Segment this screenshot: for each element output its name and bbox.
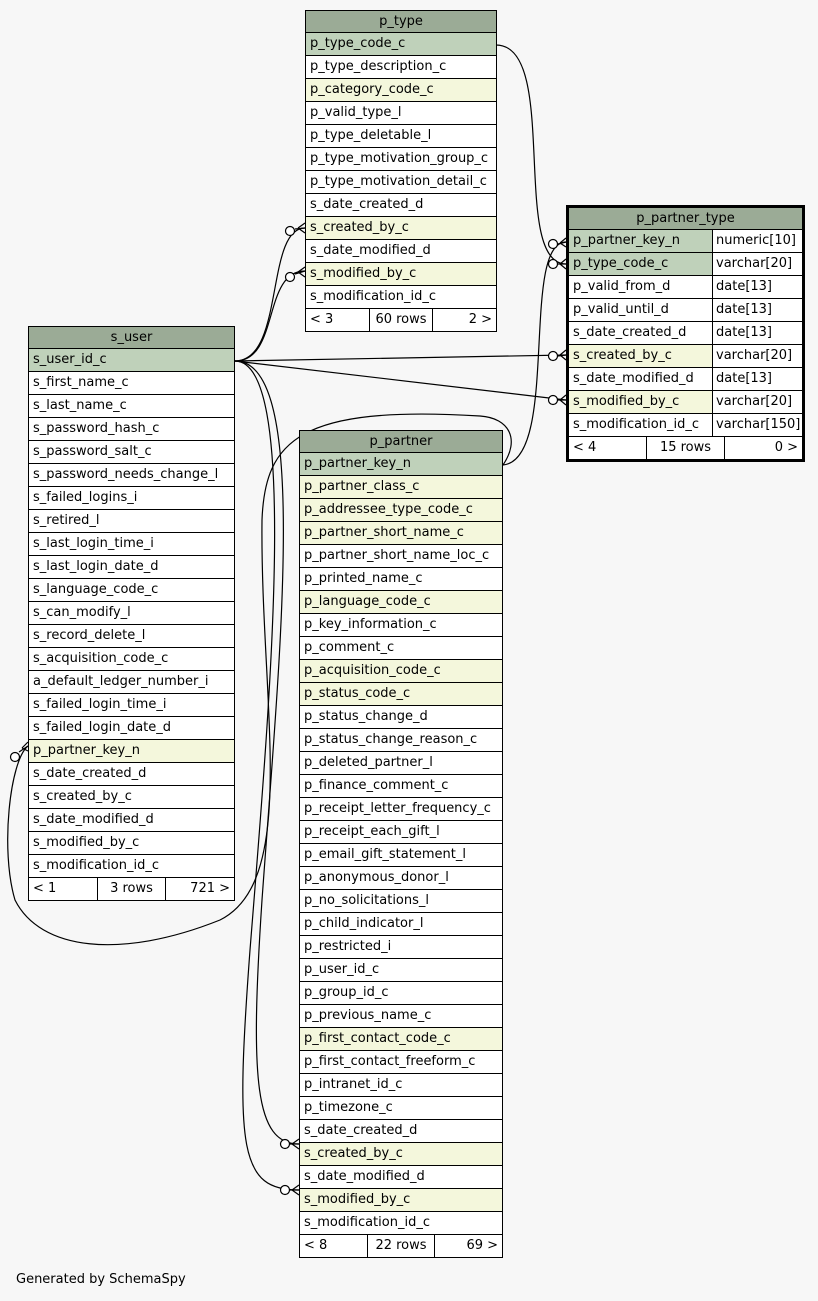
column-row[interactable] bbox=[300, 797, 502, 820]
parents-link[interactable]: < 4 bbox=[573, 440, 597, 455]
crowfoot-icon bbox=[290, 1139, 299, 1149]
column-name: p_receipt_each_gift_l bbox=[304, 824, 440, 839]
table-title: p_partner_type bbox=[569, 208, 802, 230]
column-row[interactable] bbox=[29, 578, 234, 601]
column-row[interactable] bbox=[300, 453, 502, 475]
column-row[interactable] bbox=[300, 981, 502, 1004]
table-p-partner[interactable] bbox=[299, 430, 503, 1258]
table-footer bbox=[569, 436, 802, 459]
column-name: p_acquisition_code_c bbox=[304, 663, 441, 678]
column-name: s_created_by_c bbox=[304, 1146, 403, 1161]
column-name: p_valid_type_l bbox=[310, 105, 402, 120]
column-name: p_language_code_c bbox=[304, 594, 431, 609]
column-row[interactable] bbox=[300, 843, 502, 866]
column-type: varchar[150] bbox=[712, 414, 802, 436]
column-row[interactable] bbox=[300, 751, 502, 774]
column-row[interactable] bbox=[300, 590, 502, 613]
column-row[interactable] bbox=[29, 371, 234, 394]
column-name: s_modification_id_c bbox=[310, 289, 436, 304]
rel-end-circle bbox=[549, 352, 558, 361]
column-row[interactable] bbox=[300, 728, 502, 751]
column-row[interactable] bbox=[300, 1119, 502, 1142]
rel-end-circle bbox=[11, 753, 20, 762]
column-name: p_no_solicitations_l bbox=[304, 893, 430, 908]
column-row[interactable] bbox=[29, 647, 234, 670]
table-title: p_partner bbox=[300, 431, 502, 453]
parents-link[interactable]: < 3 bbox=[310, 312, 334, 327]
table-title: p_type bbox=[306, 11, 496, 33]
column-row[interactable] bbox=[29, 394, 234, 417]
column-name: p_email_gift_statement_l bbox=[304, 847, 466, 862]
column-name: s_failed_login_time_i bbox=[33, 697, 167, 712]
column-name: s_first_name_c bbox=[33, 375, 129, 390]
column-name: s_password_salt_c bbox=[33, 444, 152, 459]
column-row[interactable] bbox=[29, 624, 234, 647]
column-name: p_status_code_c bbox=[304, 686, 411, 701]
rel-user-created-p-type bbox=[235, 228, 305, 361]
column-name: p_type_deletable_l bbox=[310, 128, 432, 143]
column-name: p_previous_name_c bbox=[304, 1008, 432, 1023]
parents-link[interactable]: < 1 bbox=[33, 881, 57, 896]
column-row[interactable] bbox=[569, 321, 802, 344]
rel-end-circle bbox=[549, 396, 558, 405]
rel-user-modified-partner bbox=[235, 361, 299, 1190]
column-row[interactable] bbox=[29, 808, 234, 831]
rel-user-modified-partner-type bbox=[235, 361, 566, 400]
column-row[interactable] bbox=[29, 601, 234, 624]
column-name: s_date_created_d bbox=[304, 1123, 418, 1138]
column-name: s_modification_id_c bbox=[304, 1215, 430, 1230]
column-name: s_failed_logins_i bbox=[33, 490, 138, 505]
column-name: s_created_by_c bbox=[310, 220, 409, 235]
column-list bbox=[569, 230, 802, 436]
column-name: p_type_code_c bbox=[310, 36, 406, 51]
column-row[interactable] bbox=[29, 716, 234, 739]
column-name: s_retired_l bbox=[33, 513, 100, 528]
column-row[interactable] bbox=[29, 785, 234, 808]
column-row[interactable] bbox=[306, 216, 496, 239]
column-row[interactable] bbox=[300, 636, 502, 659]
column-row[interactable] bbox=[300, 1050, 502, 1073]
column-row[interactable] bbox=[29, 670, 234, 693]
column-name: s_password_needs_change_l bbox=[33, 467, 219, 482]
column-row[interactable] bbox=[569, 390, 802, 413]
children-link[interactable]: 721 > bbox=[165, 878, 234, 900]
children-link[interactable]: 2 > bbox=[432, 309, 496, 331]
column-name: s_modified_by_c bbox=[573, 394, 680, 409]
column-list bbox=[29, 349, 234, 877]
column-row[interactable] bbox=[29, 417, 234, 440]
rel-end-circle bbox=[286, 273, 295, 282]
column-name: p_key_information_c bbox=[304, 617, 437, 632]
children-link[interactable]: 0 > bbox=[724, 437, 802, 459]
column-row[interactable] bbox=[300, 659, 502, 682]
column-row[interactable] bbox=[300, 1027, 502, 1050]
column-name: p_partner_key_n bbox=[573, 233, 680, 248]
column-name: s_created_by_c bbox=[573, 348, 672, 363]
column-row[interactable] bbox=[300, 774, 502, 797]
table-s-user[interactable] bbox=[28, 326, 235, 901]
table-footer bbox=[306, 308, 496, 331]
column-row[interactable] bbox=[306, 262, 496, 285]
column-row[interactable] bbox=[306, 78, 496, 101]
rel-end-circle bbox=[549, 260, 558, 269]
column-row[interactable] bbox=[29, 831, 234, 854]
column-name: p_intranet_id_c bbox=[304, 1077, 403, 1092]
column-name: p_type_description_c bbox=[310, 59, 447, 74]
column-row[interactable] bbox=[300, 958, 502, 981]
column-row[interactable] bbox=[569, 367, 802, 390]
table-p-type[interactable] bbox=[305, 10, 497, 332]
column-name: p_partner_key_n bbox=[33, 743, 140, 758]
column-name: p_restricted_i bbox=[304, 939, 392, 954]
column-name: s_record_delete_l bbox=[33, 628, 146, 643]
crowfoot-icon bbox=[290, 1185, 299, 1195]
column-name: p_deleted_partner_l bbox=[304, 755, 433, 770]
row-count: 22 rows bbox=[367, 1235, 435, 1257]
row-count: 15 rows bbox=[646, 437, 724, 459]
column-name: s_failed_login_date_d bbox=[33, 720, 172, 735]
column-name: p_receipt_letter_frequency_c bbox=[304, 801, 491, 816]
column-row[interactable] bbox=[300, 1188, 502, 1211]
column-row[interactable] bbox=[29, 854, 234, 877]
column-name: s_date_modified_d bbox=[304, 1169, 425, 1184]
column-row[interactable] bbox=[300, 866, 502, 889]
column-row[interactable] bbox=[306, 170, 496, 193]
column-row[interactable] bbox=[300, 820, 502, 843]
column-name: p_group_id_c bbox=[304, 985, 389, 1000]
column-row[interactable] bbox=[569, 413, 802, 436]
generated-by-note: Generated by SchemaSpy bbox=[16, 1272, 186, 1287]
column-type: varchar[20] bbox=[712, 345, 802, 367]
column-row[interactable] bbox=[29, 693, 234, 716]
column-name: s_modification_id_c bbox=[573, 417, 699, 432]
column-name: s_date_created_d bbox=[33, 766, 147, 781]
column-row[interactable] bbox=[306, 55, 496, 78]
rel-user-modified-p-type bbox=[235, 271, 305, 361]
column-name: p_user_id_c bbox=[304, 962, 380, 977]
column-name: s_date_modified_d bbox=[573, 371, 694, 386]
column-row[interactable] bbox=[300, 1073, 502, 1096]
column-row[interactable] bbox=[306, 124, 496, 147]
row-count: 60 rows bbox=[369, 309, 433, 331]
column-type: varchar[20] bbox=[712, 253, 802, 275]
column-type: varchar[20] bbox=[712, 391, 802, 413]
table-title: s_user bbox=[29, 327, 234, 349]
column-name: s_last_name_c bbox=[33, 398, 127, 413]
column-type: date[13] bbox=[712, 368, 802, 390]
column-row[interactable] bbox=[300, 475, 502, 498]
column-row[interactable] bbox=[29, 486, 234, 509]
crowfoot-icon bbox=[295, 223, 305, 233]
rel-end-circle bbox=[286, 227, 295, 236]
column-name: s_date_modified_d bbox=[310, 243, 431, 258]
column-name: p_comment_c bbox=[304, 640, 395, 655]
column-row[interactable] bbox=[29, 532, 234, 555]
column-name: p_addressee_type_code_c bbox=[304, 502, 473, 517]
column-type: date[13] bbox=[712, 299, 802, 321]
column-name: p_type_code_c bbox=[573, 256, 669, 271]
column-row[interactable] bbox=[300, 498, 502, 521]
column-name: p_anonymous_donor_l bbox=[304, 870, 449, 885]
column-name: s_last_login_time_i bbox=[33, 536, 154, 551]
crowfoot-icon bbox=[558, 259, 566, 269]
column-name: p_partner_class_c bbox=[304, 479, 420, 494]
column-name: p_first_contact_freeform_c bbox=[304, 1054, 476, 1069]
column-row[interactable] bbox=[300, 1096, 502, 1119]
column-row[interactable] bbox=[300, 544, 502, 567]
column-row[interactable] bbox=[29, 555, 234, 578]
column-name: s_date_modified_d bbox=[33, 812, 154, 827]
column-row[interactable] bbox=[300, 1165, 502, 1188]
rel-end-circle bbox=[281, 1186, 290, 1195]
column-name: p_status_change_reason_c bbox=[304, 732, 478, 747]
column-row[interactable] bbox=[300, 889, 502, 912]
column-name: s_modified_by_c bbox=[310, 266, 417, 281]
column-name: p_timezone_c bbox=[304, 1100, 393, 1115]
crowfoot-icon bbox=[558, 238, 566, 247]
column-name: s_created_by_c bbox=[33, 789, 132, 804]
column-name: s_date_created_d bbox=[573, 325, 687, 340]
column-row[interactable] bbox=[29, 349, 234, 371]
table-footer bbox=[29, 877, 234, 900]
column-name: p_valid_until_d bbox=[573, 302, 669, 317]
children-link[interactable]: 69 > bbox=[434, 1235, 502, 1257]
column-row[interactable] bbox=[306, 193, 496, 216]
column-name: p_first_contact_code_c bbox=[304, 1031, 451, 1046]
column-row[interactable] bbox=[300, 705, 502, 728]
column-row[interactable] bbox=[300, 935, 502, 958]
column-list bbox=[306, 33, 496, 308]
column-type: numeric[10] bbox=[712, 230, 802, 252]
column-row[interactable] bbox=[300, 1004, 502, 1027]
column-name: p_printed_name_c bbox=[304, 571, 423, 586]
column-row[interactable] bbox=[306, 285, 496, 308]
column-row[interactable] bbox=[300, 682, 502, 705]
column-name: s_last_login_date_d bbox=[33, 559, 159, 574]
column-list bbox=[300, 453, 502, 1234]
table-footer bbox=[300, 1234, 502, 1257]
column-name: s_date_created_d bbox=[310, 197, 424, 212]
column-name: s_user_id_c bbox=[33, 352, 107, 367]
column-name: s_acquisition_code_c bbox=[33, 651, 169, 666]
column-name: s_language_code_c bbox=[33, 582, 159, 597]
column-name: p_finance_comment_c bbox=[304, 778, 449, 793]
column-row[interactable] bbox=[300, 1142, 502, 1165]
column-row[interactable] bbox=[306, 147, 496, 170]
column-name: s_modified_by_c bbox=[33, 835, 140, 850]
column-name: p_partner_key_n bbox=[304, 456, 411, 471]
column-row[interactable] bbox=[29, 739, 234, 762]
column-row[interactable] bbox=[300, 567, 502, 590]
column-row[interactable] bbox=[300, 912, 502, 935]
column-row[interactable] bbox=[569, 344, 802, 367]
column-name: p_child_indicator_l bbox=[304, 916, 424, 931]
row-count: 3 rows bbox=[97, 878, 166, 900]
column-row[interactable] bbox=[300, 1211, 502, 1234]
column-name: p_valid_from_d bbox=[573, 279, 671, 294]
column-row[interactable] bbox=[569, 298, 802, 321]
column-row[interactable] bbox=[29, 463, 234, 486]
rel-user-created-partner-type bbox=[235, 355, 566, 361]
column-name: s_password_hash_c bbox=[33, 421, 160, 436]
column-name: p_status_change_d bbox=[304, 709, 428, 724]
column-name: p_partner_short_name_c bbox=[304, 525, 464, 540]
column-name: s_modified_by_c bbox=[304, 1192, 411, 1207]
rel-type-code bbox=[496, 45, 566, 264]
column-row[interactable] bbox=[569, 230, 802, 252]
crowfoot-icon bbox=[558, 395, 566, 405]
column-row[interactable] bbox=[306, 101, 496, 124]
column-row[interactable] bbox=[300, 521, 502, 544]
column-row[interactable] bbox=[306, 33, 496, 55]
column-row[interactable] bbox=[29, 762, 234, 785]
column-name: p_partner_short_name_loc_c bbox=[304, 548, 490, 563]
column-row[interactable] bbox=[306, 239, 496, 262]
parents-link[interactable]: < 8 bbox=[304, 1238, 328, 1253]
column-row[interactable] bbox=[300, 613, 502, 636]
column-name: s_can_modify_l bbox=[33, 605, 131, 620]
rel-end-circle bbox=[549, 240, 558, 249]
column-row[interactable] bbox=[569, 275, 802, 298]
rel-end-circle bbox=[281, 1140, 290, 1149]
column-row[interactable] bbox=[29, 509, 234, 532]
column-name: s_modification_id_c bbox=[33, 858, 159, 873]
column-row[interactable] bbox=[29, 440, 234, 463]
column-row[interactable] bbox=[569, 252, 802, 275]
column-name: p_type_motivation_detail_c bbox=[310, 174, 487, 189]
column-type: date[13] bbox=[712, 276, 802, 298]
table-p-partner-type[interactable] bbox=[566, 205, 805, 462]
column-type: date[13] bbox=[712, 322, 802, 344]
column-name: p_type_motivation_group_c bbox=[310, 151, 489, 166]
column-name: a_default_ledger_number_i bbox=[33, 674, 209, 689]
column-name: p_category_code_c bbox=[310, 82, 434, 97]
